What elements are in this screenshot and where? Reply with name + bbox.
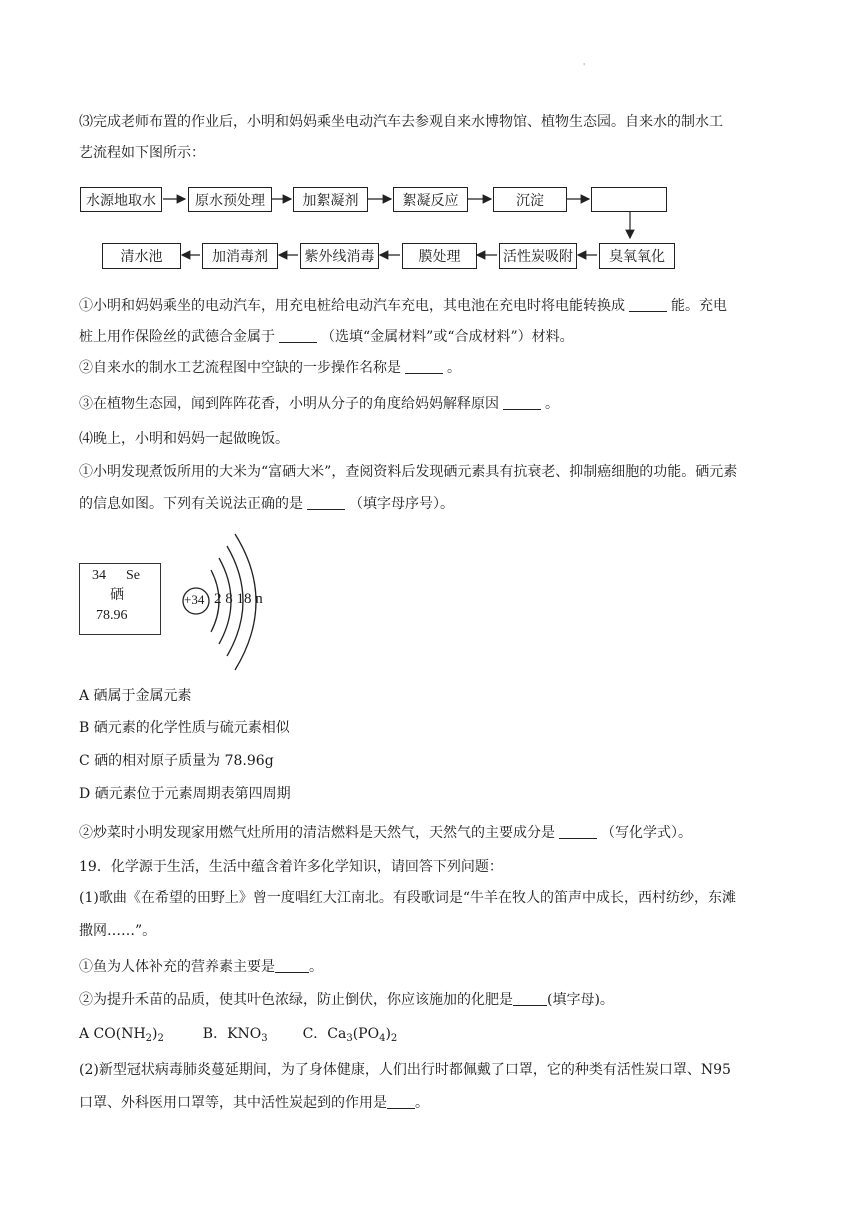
- q4-2-text-b: （写化学式）。: [601, 825, 692, 841]
- q4-1-line2: [79, 494, 784, 514]
- answer-blank: [307, 495, 345, 510]
- nucleus-charge: +34: [184, 592, 205, 607]
- flow-step-uv-disinfection: 紫外线消毒: [300, 243, 379, 269]
- q4-2-text-a: ②炒菜时小明发现家用燃气灶所用的清洁燃料是天然气，天然气的主要成分是: [79, 825, 555, 841]
- q19-2-text-a: 口罩、外科医用口罩等，其中活性炭起到的作用是: [79, 1095, 387, 1111]
- answer-blank: [503, 395, 541, 410]
- flow-step-activated-carbon: 活性炭吸附: [499, 243, 577, 269]
- q4-2-line: [79, 823, 784, 843]
- q3-1-text-c: 桩上用作保险丝的武德合金属于: [79, 329, 275, 345]
- q3-3-text-b: 。: [545, 396, 559, 412]
- q3-1-text-a: ①小明和妈妈乘坐的电动汽车，用充电桩给电动汽车充电，其电池在充电时将电能转换成: [79, 298, 625, 314]
- q19-2-line2: [79, 1093, 784, 1113]
- atomic-mass: 78.96: [96, 608, 128, 623]
- element-symbol: Se: [126, 568, 140, 583]
- flow-step-ozone-oxidation: 臭氧氧化: [599, 243, 675, 269]
- q19-2-text-b: 。: [415, 1095, 429, 1111]
- option-b: B 硒元素的化学性质与硫元素相似: [79, 720, 290, 736]
- q3-3-text-a: ③在植物生态园，闻到阵阵花香，小明从分子的角度给妈妈解释原因: [79, 396, 499, 412]
- answer-blank: [279, 328, 317, 343]
- flow-step-membrane: 膜处理: [402, 243, 477, 269]
- q3-3-line: [79, 394, 784, 414]
- answer-blank: [559, 824, 597, 839]
- header-mark: ': [583, 62, 586, 71]
- flow-step-add-disinfectant: 加消毒剂: [202, 243, 278, 269]
- q19-1-2-line: [79, 990, 784, 1010]
- fertilizer-a: A $CO(NH_2)_2$: [79, 1026, 164, 1044]
- q3-1-text-d: （选填“金属材料”或“合成材料”）材料。: [321, 329, 574, 345]
- option-a: A 硒属于金属元素: [79, 688, 192, 704]
- q19-1-line1: (1)歌曲《在希望的田野上》曾一度唱红大江南北。有段歌词是“牛羊在牧人的笛声中成长，西村纺纱，东滩: [79, 890, 736, 906]
- q3-2-text-b: 。: [447, 360, 461, 376]
- option-d: D 硒元素位于元素周期表第四周期: [79, 786, 291, 802]
- answer-blank: [405, 359, 443, 374]
- fertilizer-b: B．$KNO_3$: [202, 1026, 268, 1044]
- q3-intro-line2: 艺流程如下图所示：: [79, 145, 205, 161]
- answer-blank: [629, 297, 667, 312]
- element-card: [79, 563, 161, 635]
- flow-step-clear-water-tank: 清水池: [102, 243, 181, 269]
- q19-1-1-text-b: 。: [309, 959, 323, 975]
- q4-1-text-b: （填字母序号）。: [349, 496, 454, 512]
- q4-intro: ⑷晚上，小明和妈妈一起做晚饭。: [79, 431, 289, 447]
- flow-step-sedimentation: 沉淀: [493, 187, 567, 212]
- element-name: 硒: [110, 588, 124, 603]
- q19-1-2-text-b: (填字母)。: [547, 992, 614, 1008]
- q19-1-1-line: [79, 957, 784, 977]
- q3-1-text-b: 能。充电: [671, 298, 727, 314]
- q4-1-text-a: 的信息如图。下列有关说法正确的是: [79, 496, 303, 512]
- water-process-flowchart: [0, 0, 860, 290]
- atomic-number: 34: [92, 568, 106, 583]
- answer-blank: [387, 1094, 415, 1109]
- q3-2-text-a: ②自来水的制水工艺流程图中空缺的一步操作名称是: [79, 360, 401, 376]
- flow-step-add-flocculant: 加絮凝剂: [293, 187, 368, 212]
- shell-electrons: 2 8 18 n: [214, 591, 263, 607]
- q4-1-line1: ①小明发现煮饭所用的大米为“富硒大米”，查阅资料后发现硒元素具有抗衰老、抑制癌细胞的功能。硒元素: [79, 464, 738, 480]
- q3-1-line2: [79, 327, 784, 347]
- fertilizer-options: [79, 1024, 784, 1044]
- q3-2-line: [79, 358, 784, 378]
- fertilizer-c: C．$Ca_3(PO_4)_2$: [302, 1026, 398, 1044]
- option-c: C 硒的相对原子质量为 78.96g: [79, 753, 274, 769]
- answer-blank: [275, 958, 309, 973]
- q3-1-line1: [79, 296, 784, 316]
- flow-step-blank: [591, 187, 667, 212]
- flow-step-pretreatment: 原水预处理: [188, 187, 272, 212]
- atomic-structure-diagram: [175, 530, 285, 680]
- q19-1-1-text-a: ①鱼为人体补充的营养素主要是: [79, 959, 275, 975]
- q19-2-line1: (2)新型冠状病毒肺炎蔓延期间，为了身体健康，人们出行时都佩戴了口罩，它的种类有活性炭口罩、N95: [79, 1062, 731, 1078]
- flow-step-water-intake: 水源地取水: [80, 187, 162, 212]
- answer-blank: [513, 991, 547, 1006]
- q19-1-2-text-a: ②为提升禾苗的品质，使其叶色浓绿，防止倒伏，你应该施加的化肥是: [79, 992, 513, 1008]
- flow-step-flocculation: 絮凝反应: [393, 187, 468, 212]
- q3-intro-line1: ⑶完成老师布置的作业后，小明和妈妈乘坐电动汽车去参观自来水博物馆、植物生态园。自来水的制水工: [79, 114, 723, 130]
- q19-title: 19．化学源于生活，生活中蕴含着许多化学知识，请回答下列问题：: [79, 859, 503, 875]
- q19-1-line2: 撒网……”。: [79, 923, 157, 939]
